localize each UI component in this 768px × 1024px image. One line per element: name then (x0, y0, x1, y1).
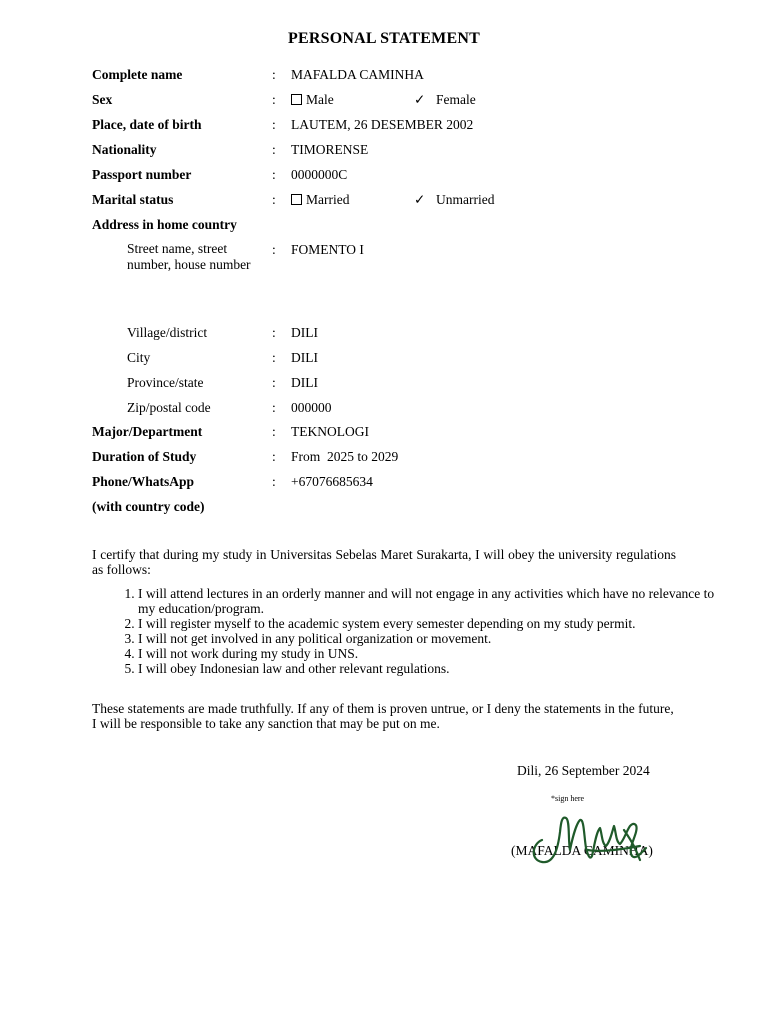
option-label: Female (436, 92, 476, 107)
colon: : (272, 242, 276, 257)
list-item: 4. I will not work during my study in UNS. (138, 646, 722, 661)
option-label: Unmarried (436, 192, 495, 207)
colon: : (272, 474, 276, 489)
field-label: City (127, 350, 151, 365)
field-marital-status (0, 191, 768, 211)
colon: : (272, 142, 276, 157)
field-label: Street name, street number, house number (127, 241, 251, 272)
list-item: 1. I will attend lectures in an orderly manner and will not engage in any activities which have no relevance to my education/program. (138, 586, 722, 616)
field-province (0, 374, 768, 394)
field-label: Marital status (92, 192, 174, 207)
signatory-name: (MAFALDA CAMINHA) (511, 843, 653, 858)
country-code-note-row (0, 498, 768, 518)
option-unmarried[interactable] (414, 191, 494, 209)
field-zip (0, 399, 768, 419)
field-label: Province/state (127, 375, 204, 390)
field-value: 0000000C (291, 167, 348, 182)
field-major (0, 423, 768, 443)
field-label: Sex (92, 92, 113, 107)
field-village (0, 324, 768, 344)
address-heading-row (0, 216, 768, 236)
field-city (0, 349, 768, 369)
field-value: 000000 (291, 400, 332, 415)
checkmark-icon: ✓ (414, 92, 426, 107)
field-value: DILI (291, 325, 318, 340)
checkmark-icon: ✓ (414, 192, 426, 207)
field-label: Place, date of birth (92, 117, 202, 132)
certification-intro: I certify that during my study in Universitas Sebelas Maret Surakarta, I will obey the university regulations as follows: (92, 547, 676, 577)
field-passport (0, 166, 768, 186)
checkbox-empty-icon (291, 94, 302, 105)
field-value: DILI (291, 350, 318, 365)
colon: : (272, 167, 276, 182)
list-item: 3. I will not get involved in any political organization or movement. (138, 631, 722, 646)
field-phone (0, 473, 768, 493)
document-title: PERSONAL STATEMENT (288, 30, 480, 47)
field-label: Village/district (127, 325, 208, 340)
field-label: Major/Department (92, 424, 203, 439)
closing-statement: These statements are made truthfully. If any of them is proven untrue, or I deny the statements in the future, I will be responsible to take any sanction that may be put on me. (92, 701, 674, 731)
field-label: Nationality (92, 142, 157, 157)
colon: : (272, 350, 276, 365)
checkbox-empty-icon (291, 194, 302, 205)
field-nationality (0, 141, 768, 161)
rules-list (92, 586, 722, 676)
colon: : (272, 67, 276, 82)
field-complete-name (0, 66, 768, 86)
field-value: FOMENTO I (291, 242, 364, 257)
address-heading: Address in home country (92, 217, 237, 232)
list-item: 5. I will obey Indonesian law and other relevant regulations. (138, 661, 722, 676)
sign-hint: *sign here (551, 794, 585, 803)
colon: : (272, 192, 276, 207)
field-value: LAUTEM, 26 DESEMBER 2002 (291, 117, 474, 132)
field-value: From 2025 to 2029 (291, 449, 399, 464)
field-value: +67076685634 (291, 474, 373, 489)
field-sex (0, 91, 768, 111)
option-label: Married (306, 192, 350, 207)
colon: : (272, 375, 276, 390)
colon: : (272, 92, 276, 107)
colon: : (272, 400, 276, 415)
country-code-note: (with country code) (92, 499, 205, 514)
option-married[interactable] (291, 191, 349, 209)
field-label: Complete name (92, 67, 183, 82)
field-label: Zip/postal code (127, 400, 211, 415)
colon: : (272, 449, 276, 464)
field-label: Passport number (92, 167, 192, 182)
colon: : (272, 424, 276, 439)
field-label: Phone/WhatsApp (92, 474, 195, 489)
colon: : (272, 325, 276, 340)
signature-image (528, 810, 656, 868)
place-date: Dili, 26 September 2024 (517, 763, 650, 778)
field-street (0, 241, 768, 297)
field-value: TEKNOLOGI (291, 424, 369, 439)
list-item: 2. I will register myself to the academic system every semester depending on my study permit. (138, 616, 722, 631)
option-label: Male (306, 92, 334, 107)
field-place-date-birth (0, 116, 768, 136)
field-value: TIMORENSE (291, 142, 369, 157)
field-value: DILI (291, 375, 318, 390)
field-duration (0, 448, 768, 468)
field-value: MAFALDA CAMINHA (291, 67, 424, 82)
option-female[interactable] (414, 91, 476, 109)
field-label: Duration of Study (92, 449, 197, 464)
option-male[interactable] (291, 91, 334, 109)
colon: : (272, 117, 276, 132)
